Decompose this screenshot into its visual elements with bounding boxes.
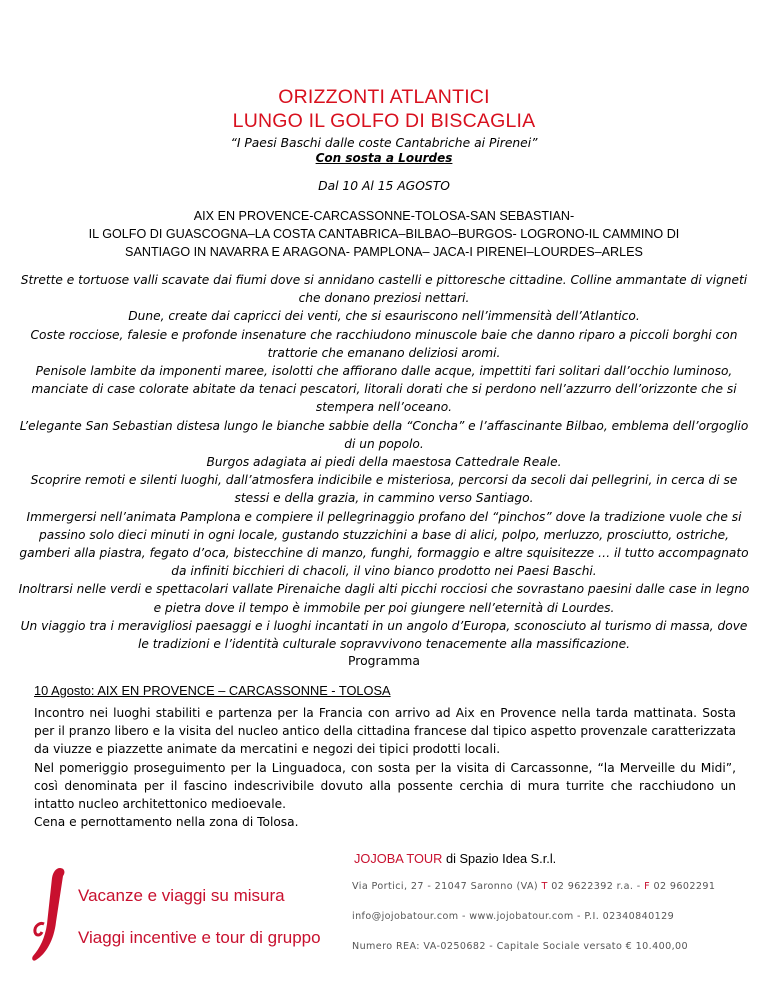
day-description — [34, 704, 736, 831]
day-paragraph: Incontro nei luoghi stabiliti e partenza per la Francia con arrivo ad Aix en Provence nella tarda mattinata. Sosta per il pranzo libero e la visita del nucleo antico della cittadina francese dal tipico aspetto provenzale caratterizzata da viuzze e piazzette animate da mercatini e negozi dei tipici prodotti locali. — [34, 706, 736, 757]
route-line-1: AIX EN PROVENCE-CARCASSONNE-TOLOSA-SAN SEBASTIAN- — [193, 209, 575, 223]
company-name — [354, 851, 556, 866]
title-line-1: ORIZZONTI ATLANTICI — [278, 86, 490, 108]
address: Via Portici, 27 - 21047 Saronno (VA) — [352, 881, 542, 892]
title-line-2: LUNGO IL GOLFO DI BISCAGLIA — [232, 110, 536, 132]
intro-paragraph: Dune, create dai capricci dei venti, che si esauriscono nell’immensità dell’Atlantico. — [128, 309, 640, 324]
fax-number: 02 9602291 — [650, 881, 716, 892]
company-suffix: di Spazio Idea S.r.l. — [442, 851, 557, 866]
intro-text — [14, 271, 754, 653]
address-line — [352, 881, 715, 892]
contacts-line: info@jojobatour.com - www.jojobatour.com - P.I. 02340840129 — [352, 911, 675, 922]
rea-line: Numero REA: VA-0250682 - Capitale Sociale versato € 10.400,00 — [352, 941, 689, 952]
travel-dates: Dal 10 Al 15 AGOSTO — [318, 179, 450, 193]
day-paragraph: Nel pomeriggio proseguimento per la Linguadoca, con sosta per la visita di Carcassonne, “la Merveille du Midi”, così denominata per il fascino indescrivibile dovuto alla possente cerchia di mura turrite che racchiudono un intatto nucleo architettonico medioevale. — [34, 760, 736, 812]
jojoba-j-logo-icon — [30, 864, 78, 964]
route-line-3: SANTIAGO IN NAVARRA E ARAGONA- PAMPLONA– JACA-I PIRENEI–LOURDES–ARLES — [125, 245, 643, 259]
intro-paragraph: Un viaggio tra i meravigliosi paesaggi e i luoghi incantati in un angolo d’Europa, sconosciuto al turismo di massa, dove le tradizioni e l’identità culturale sopravvivono tenacemente alla massificazione. — [20, 618, 748, 652]
program-label: Programma — [348, 653, 420, 668]
intro-paragraph: Scoprire remoti e silenti luoghi, dall’atmosfera indicibile e misteriosa, percorsi da secoli dai pellegrini, in cerca di se stessi e della grazia, in cammino verso Santiago. — [30, 473, 738, 506]
subtitle-lourdes: Con sosta a Lourdes — [315, 151, 453, 165]
day-paragraph: Cena e pernottamento nella zona di Tolosa. — [34, 815, 299, 830]
day-heading: 10 Agosto: AIX EN PROVENCE – CARCASSONNE - TOLOSA — [34, 683, 391, 698]
slogan-1: Vacanze e viaggi su misura — [78, 886, 285, 905]
intro-paragraph: Immergersi nell’animata Pamplona e compiere il pellegrinaggio profano del “pinchos” dove la tradizione vuole che si passino solo dieci minuti in ogni locale, gustando stuzzichini a base di alici, polpo, merluzzo, prosciutto, ostriche, gamberi alla piastra, fegato d’oca, bistecchine di manzo, funghi, formaggio e altre squisitezze … il tutto accompagnato da infiniti bicchieri di chacoli, il vino bianco prodotto nei Paesi Baschi. — [19, 509, 749, 579]
intro-paragraph: Burgos adagiata ai piedi della maestosa Cattedrale Reale. — [206, 455, 562, 470]
phone-number: 02 9622392 r.a. - — [547, 881, 645, 892]
intro-paragraph: Coste rocciose, falesie e profonde insenature che racchiudono minuscole baie che danno riparo a piccoli borghi con trattorie che emanano deliziosi aromi. — [30, 327, 738, 360]
route-line-2: IL GOLFO DI GUASCOGNA–LA COSTA CANTABRICA–BILBAO–BURGOS- LOGRONO-IL CAMMINO DI — [88, 227, 680, 241]
intro-paragraph: Strette e tortuose valli scavate dai fiumi dove si annidano castelli e pittoresche cittadine. Colline ammantate di vigneti che donano preziosi nettari. — [20, 273, 748, 306]
fax-label: F — [644, 881, 650, 892]
intro-paragraph: Inoltrarsi nelle verdi e spettacolari vallate Pirenaiche dagli alti picchi rocciosi che sovrastano paesini dalle case in legno e pietra dove il tempo è immobile per poi giungere nell’eternità di Lourdes. — [18, 582, 750, 615]
intro-paragraph: L’elegante San Sebastian distesa lungo le bianche sabbie della “Concha” e l’affascinante Bilbao, emblema dell’orgoglio di un popolo. — [19, 418, 749, 451]
slogan-2: Viaggi incentive e tour di gruppo — [78, 928, 321, 947]
intro-paragraph: Penisole lambite da imponenti maree, isolotti che affiorano dalle acque, impettiti fari solitari dall’occhio luminoso, manciate di case colorate abitate da tenaci pescatori, litorali dorati che si perdono nell’azzurro dell’orizzonte che si stempera nell’oceano. — [31, 364, 737, 415]
phone-label: T — [541, 881, 548, 892]
company-brand: JOJOBA TOUR — [354, 851, 443, 866]
subtitle: “I Paesi Baschi dalle coste Cantabriche ai Pirenei” — [230, 136, 538, 150]
